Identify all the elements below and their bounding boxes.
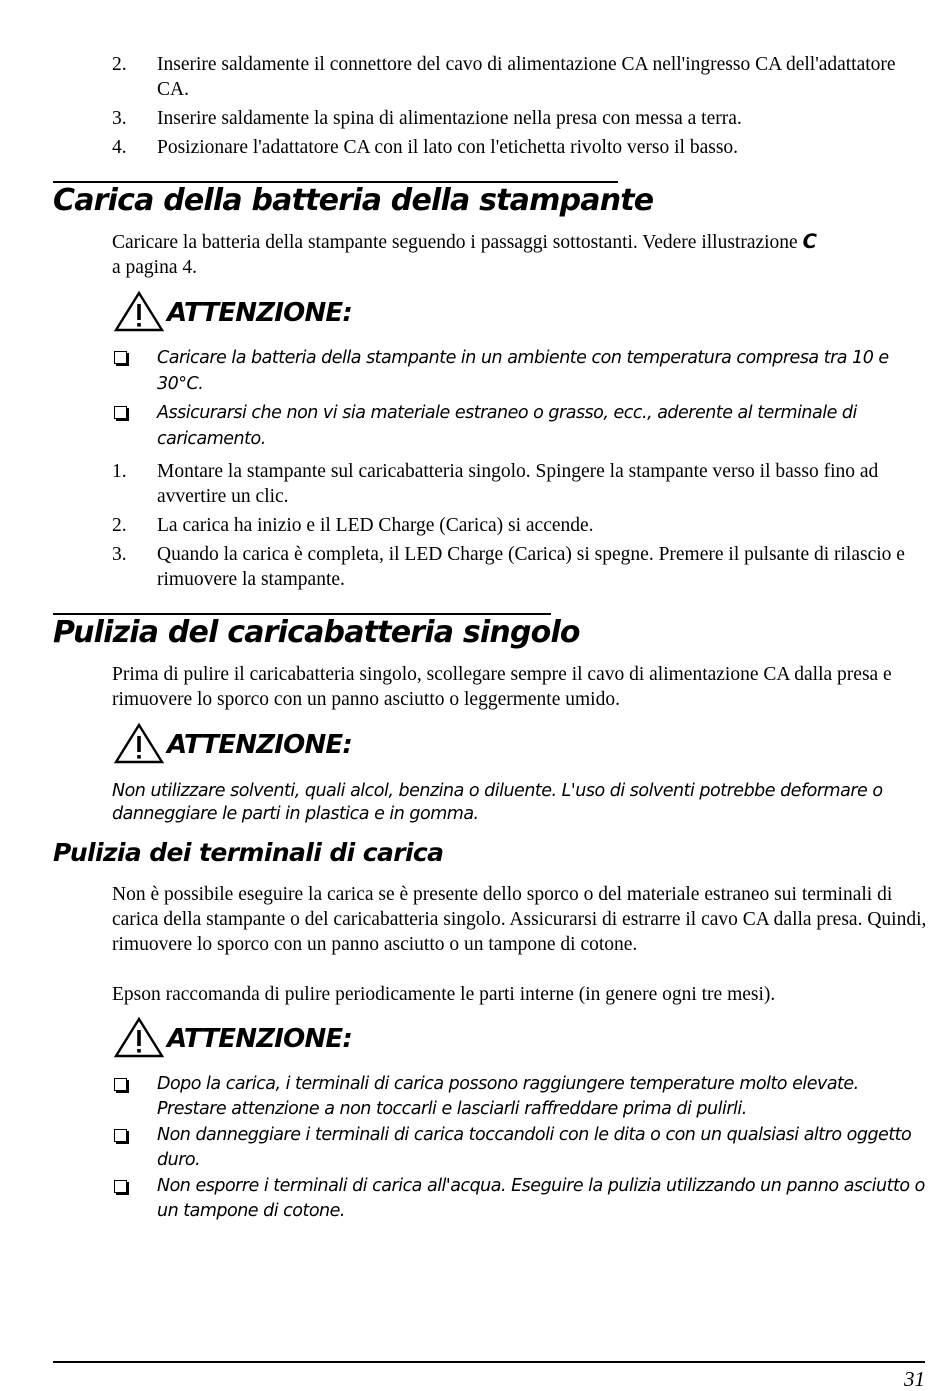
page-number: 31 (904, 1367, 925, 1391)
terminals-paragraph: Non è possibile eseguire la carica se è presente dello sporco o del materiale estraneo sui terminali di carica della stampante o del caricabatteria singolo. Assicurarsi di estrarre il cavo CA dalla presa. Quindi, rimuovere lo sporco con un panno asciutto o un tampone di cotone. (112, 884, 927, 955)
battery-intro: Caricare la batteria della stampante seguendo i passaggi sottostanti. Vedere illustrazione C a pagina 4. (112, 230, 817, 278)
list-item: 3. Inserire saldamente la spina di alimentazione nella presa con messa a terra. (112, 108, 742, 129)
footer-rule (53, 1361, 925, 1363)
checkbox-bullet-icon (114, 1129, 127, 1142)
list-item: 2. Inserire saldamente il connettore del cavo di alimentazione CA nell'ingresso CA dell'adattatore CA. (112, 54, 896, 100)
checkbox-bullet-icon (114, 351, 127, 364)
manual-page: 2. Inserire saldamente il connettore del cavo di alimentazione CA nell'ingresso CA dell'adattatore CA. 3. Inserire saldamente la spina di alimentazione nella presa con messa a terra. 4. Posizionare l'adattatore CA con il lato con l'etichetta rivolto verso il basso. Carica della batteria della stampante Caricare la batteria della stampante seguendo i passaggi sottostanti. Vedere illustrazione C a pagina 4. ATTENZIONE: Caricare la batteria della stampante in un ambiente con temperatura compresa tra 10 e 30°C. Assicurarsi che non vi sia materiale estraneo o grasso, ecc., aderente al terminale di caricamento. 1. Montare la stampante sul caricabatteria singolo. Spingere la stampante verso il basso fino ad avvertire un clic. 2. La carica ha inizio e il LED Charge (Carica) si accende. 3. Quando la carica è completa, il LED Charge (Carica) si spegne. Premere il pulsante di rilascio e rimuovere la stampante. Pulizia del caricabatteria singolo Prima di pulire il caricabatteria singolo, scollegare sempre il cavo di alimentazione CA dalla presa e rimuovere lo sporco con un panno asciutto o leggermente umido. ATTENZIONE: Non utilizzare solventi, quali alcol, benzina o diluente. L'uso di solventi potrebbe deformare o danneggiare le parti in plastica e in gomma. Pulizia dei terminali di carica Non è possibile eseguire la carica se è presente dello sporco o del materiale estraneo sui terminali di carica della stampante o del caricabatteria singolo. Assicurarsi di estrarre il cavo CA dalla presa. Quindi, rimuovere lo sporco con un panno asciutto o un tampone di cotone. Epson raccomanda di pulire periodicamente le parti interne (in genere ogni tre mesi). ATTENZIONE: Dopo la carica, i terminali di carica possono raggiungere temperature molto elevate. Prestare attenzione a non toccarli e lasciarli raffreddare prima di pulirli. Non danneggiare i terminali di carica toccandoli con le dita o con un qualsiasi altro oggetto duro. Non esporre i terminali di carica all'acqua. Eseguire la pulizia utilizzando un panno asciutto o un tampone di cotone. 31 (53, 54, 927, 1391)
list-item: 1. Montare la stampante sul caricabatteria singolo. Spingere la stampante verso il basso fino ad avvertire un clic. (112, 461, 879, 507)
caution-text: Non utilizzare solventi, quali alcol, benzina o diluente. L'uso di solventi potrebbe deformare o danneggiare le parti in plastica e in gomma. (112, 781, 883, 824)
section-title-battery: Carica della batteria della stampante (53, 183, 654, 218)
caution-list (112, 345, 927, 455)
list-item: 4. Posizionare l'adattatore CA con il lato con l'etichetta rivolto verso il basso. (112, 137, 739, 158)
list-item: Dopo la carica, i terminali di carica possono raggiungere temperature molto elevate. Prestare attenzione a non toccarli e lasciarli raffreddare prima di pulirli. (112, 1072, 927, 1122)
list-item: Non esporre i terminali di carica all'acqua. Eseguire la pulizia utilizzando un panno asciutto o un tampone di cotone. (112, 1174, 927, 1224)
caution-list (112, 1072, 927, 1225)
checkbox-bullet-icon (114, 1078, 127, 1091)
subsection-title-terminals: Pulizia dei terminali di carica (53, 838, 444, 867)
top-steps-list (112, 52, 924, 164)
warning-icon (114, 722, 164, 764)
section-title-cleaning-charger: Pulizia del caricabatteria singolo (53, 615, 580, 650)
list-item: Non danneggiare i terminali di carica toccandoli con le dita o con un qualsiasi altro oggetto duro. (112, 1123, 927, 1173)
terminals-paragraph-2: Epson raccomanda di pulire periodicamente le parti interne (in genere ogni tre mesi). (112, 984, 776, 1005)
list-item: Assicurarsi che non vi sia materiale estraneo o grasso, ecc., aderente al terminale di caricamento. (112, 400, 927, 452)
battery-steps-list (112, 459, 924, 596)
checkbox-bullet-icon (114, 1180, 127, 1193)
illustration-ref: C (802, 230, 817, 253)
checkbox-bullet-icon (114, 406, 127, 419)
list-item: Caricare la batteria della stampante in un ambiente con temperatura compresa tra 10 e 30°C. (112, 345, 927, 397)
cleaning-intro: Prima di pulire il caricabatteria singolo, scollegare sempre il cavo di alimentazione CA dalla presa e rimuovere lo sporco con un panno asciutto o leggermente umido. (112, 664, 892, 710)
warning-icon (114, 290, 164, 332)
warning-icon (114, 1016, 164, 1058)
list-item: 2. La carica ha inizio e il LED Charge (Carica) si accende. (112, 515, 594, 536)
list-item: 3. Quando la carica è completa, il LED Charge (Carica) si spegne. Premere il pulsante di rilascio e rimuovere la stampante. (112, 544, 905, 590)
